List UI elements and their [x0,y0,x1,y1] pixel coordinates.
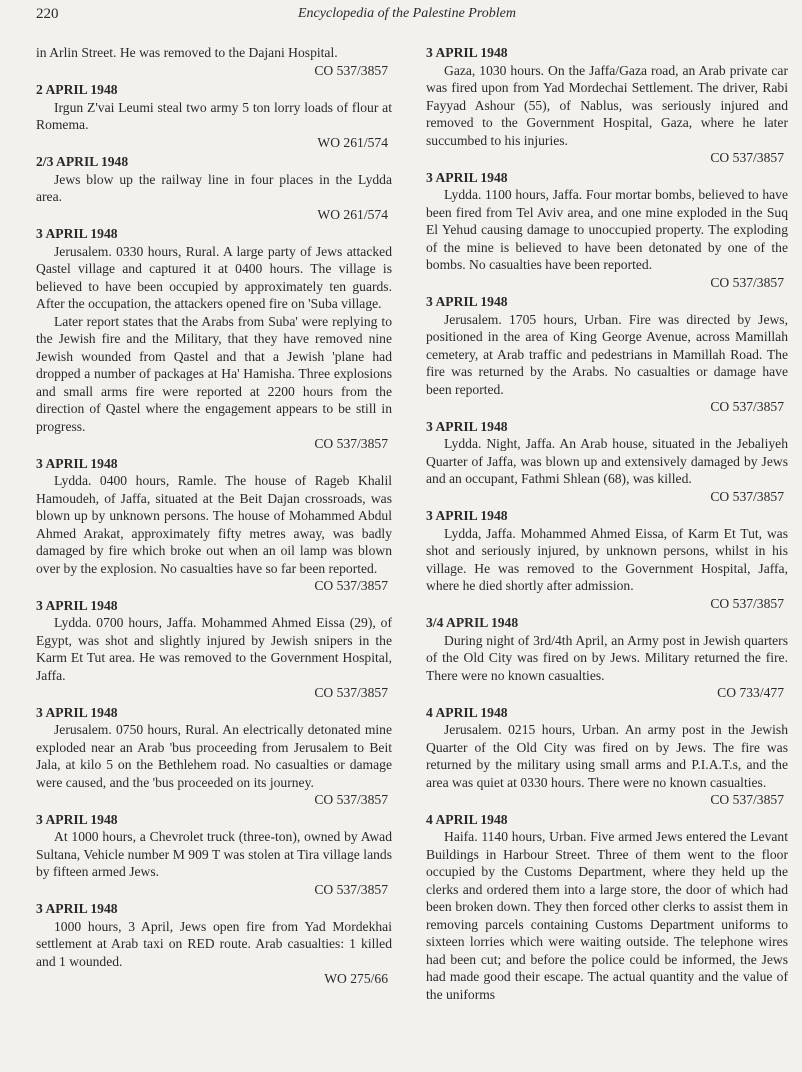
archive-reference: WO 275/66 [324,971,388,986]
log-entry [36,811,392,899]
archive-reference: WO 261/574 [317,206,388,222]
log-entry [36,900,392,988]
archive-reference: CO 537/3857 [710,150,784,165]
log-entry [36,225,392,453]
entry-date: 3 APRIL 1948 [36,901,118,916]
entry-date: 3 APRIL 1948 [426,45,508,60]
entry-text: Lydda. Night, Jaffa. An Arab house, situated in the Jebaliyeh Quarter of Jaffa, was blown up and extensively damaged by Jews and an occupant, Fathmi Shlean (68), was killed. [426,436,788,486]
entry-text: Haifa. 1140 hours, Urban. Five armed Jews entered the Levant Buildings in Harbour Street. Three of them went to the floor occupied by the Customs Department, where they held up the clerks and ordered them into a large store, the door of which had been broken down. They then forced other clerks to assist them in removing parcels containing Customs Department uniforms to sixteen lorries which were waiting outside. The telephone wires had been cut; and before the police could be informed, the Jews had made good their escape. The actual quantity and the value of the uniforms [426,829,788,1002]
entry-date: 4 APRIL 1948 [426,704,508,720]
entry-date: 4 APRIL 1948 [426,811,508,827]
archive-reference: CO 537/3857 [710,399,784,414]
entry-text: At 1000 hours, a Chevrolet truck (three-ton), owned by Awad Sultana, Vehicle number M 909 T was stolen at Tira village lands by fifteen armed Jews. [36,829,392,879]
archive-reference: CO 537/3857 [710,488,784,504]
entry-text: Jerusalem. 1705 hours, Urban. Fire was directed by Jews, positioned in the area of King George Avenue, across Mamillah cemetery, at Arab traffic and pedestrians in Mamillah Road. The fire was returned by the Arabs. No casualties or damage have been reported. [426,311,788,397]
entry-text: in Arlin Street. He was removed to the Dajani Hospital. [36,45,338,60]
log-entry [426,169,788,292]
entry-text: Lydda. 0400 hours, Ramle. The house of Rageb Khalil Hamoudeh, of Jaffa, situated at the Beit Dajan crossroads, was blown up by unknown persons. The house of Mohammed Abdul Ahmed Arakat, approximately fifty metres away, was badly damaged by fire which broke out when an oil lamp was blown over by the explosion. No casualties have so far been reported. [36,473,392,576]
right-column [426,44,788,1003]
archive-reference: CO 537/3857 [314,578,388,593]
archive-reference: CO 537/3857 [710,595,784,611]
entry-text: During night of 3rd/4th April, an Army post in Jewish quarters of the Old City was fired on by Jews. Military returned the fire. There were no known casualties. [426,632,788,683]
archive-reference: WO 261/574 [317,134,388,150]
entry-date: 3 APRIL 1948 [36,226,118,241]
entry-text: 1000 hours, 3 April, Jews open fire from Yad Mordekhai settlement at Arab taxi on RED route. Arab casualties: 1 killed and 1 wounded. [36,918,392,969]
log-entry [36,44,392,79]
entry-text: Jerusalem. 0330 hours, Rural. A large party of Jews attacked Qastel village and captured it at 0400 hours. The village is believed to have been occupied by approximately ten guards. After the occupation, the attackers opened fire on 'Suba village. [36,243,392,311]
page-header [36,6,796,28]
entry-date: 2 APRIL 1948 [36,82,118,97]
log-entry [36,704,392,809]
log-entry [426,44,788,167]
log-entry [426,507,788,612]
entry-text: Lydda. 1100 hours, Jaffa. Four mortar bombs, believed to have been fired from Tel Aviv area, and one mine exploded in the Suq El Yehud causing damage to unoccupied property. The exploding of the mine is believed to have been detonated by one of the bombs. No casualties have been reported. [426,187,788,272]
entry-text: Lydda, Jaffa. Mohammed Ahmed Eissa, of Karm Et Tut, was shot and seriously injured, by unknown persons, whilst in his village. He was removed to the Government Hospital, Jaffa, where he died shortly after admission. [426,525,788,593]
entry-date: 2/3 APRIL 1948 [36,154,129,169]
entry-date: 3 APRIL 1948 [36,811,118,827]
log-entry [426,811,788,1004]
archive-reference: CO 537/3857 [314,881,388,897]
entry-date: 3 APRIL 1948 [36,704,118,720]
entry-text: Irgun Z'vai Leumi steal two army 5 ton lorry loads of flour at Romema. [36,99,392,132]
log-entry [426,614,788,702]
page-number: 220 [36,6,59,22]
entry-date: 3 APRIL 1948 [36,455,118,471]
entry-text: Later report states that the Arabs from Suba' were replying to the Jewish fire and the Military, that they have removed nine Jewish wounded from Qastel and that a Jewish 'plane had dropped a number of packages at Ha' Hamisha. Three explosions and small arms fire were reported at 2200 hours from the direction of Qastel where the engagement appears to be still in progress. [36,313,392,434]
entry-text: Jerusalem. 0215 hours, Urban. An army post in the Jewish Quarter of the Old City was fired on by Jews. The fire was returned by the military using small arms and P.I.A.T.s, and the area was quiet at 0330 hours. There were no known casualties. [426,722,788,790]
log-entry [426,418,788,506]
entry-date: 3/4 APRIL 1948 [426,615,519,630]
entry-date: 3 APRIL 1948 [36,597,118,613]
log-entry [426,704,788,809]
log-entry [36,81,392,151]
archive-reference: CO 537/3857 [314,792,388,807]
running-title: Encyclopedia of the Palestine Problem [298,6,516,21]
archive-reference: CO 537/3857 [710,274,784,290]
archive-reference: CO 537/3857 [710,792,784,807]
entry-text: Jerusalem. 0750 hours, Rural. An electrically detonated mine exploded near an Arab 'bus proceeding from Jerusalem to Beit Jala, at kilo 5 on the Bethlehem road. No casualties or damage were caused, and the 'bus proceeded on its journey. [36,722,392,790]
archive-reference: CO 537/3857 [314,62,388,78]
archive-reference: CO 537/3857 [314,436,388,451]
log-entry [36,455,392,595]
entry-text: Gaza, 1030 hours. On the Jaffa/Gaza road, an Arab private car was fired upon from Yad Mordechai Settlement. The driver, Rabi Fayyad Ashour (55), of Nablus, was seriously injured and removed to the Government Hospital, Gaza, where he later succumbed to his injuries. [426,62,788,148]
entry-date: 3 APRIL 1948 [426,294,508,309]
archive-reference: CO 733/477 [717,685,784,700]
entry-date: 3 APRIL 1948 [426,508,508,523]
entry-text: Jews blow up the railway line in four places in the Lydda area. [36,171,392,204]
entry-text: Lydda. 0700 hours, Jaffa. Mohammed Ahmed Eissa (29), of Egypt, was shot and slightly injured by Jewish snipers in the Karm Et Tut area. He was removed to the Government Hospital, Jaffa. [36,615,392,683]
left-column [36,44,392,990]
log-entry [36,153,392,223]
log-entry [426,293,788,416]
archive-reference: CO 537/3857 [314,685,388,700]
entry-date: 3 APRIL 1948 [426,418,508,434]
entry-date: 3 APRIL 1948 [426,169,508,185]
log-entry [36,597,392,702]
